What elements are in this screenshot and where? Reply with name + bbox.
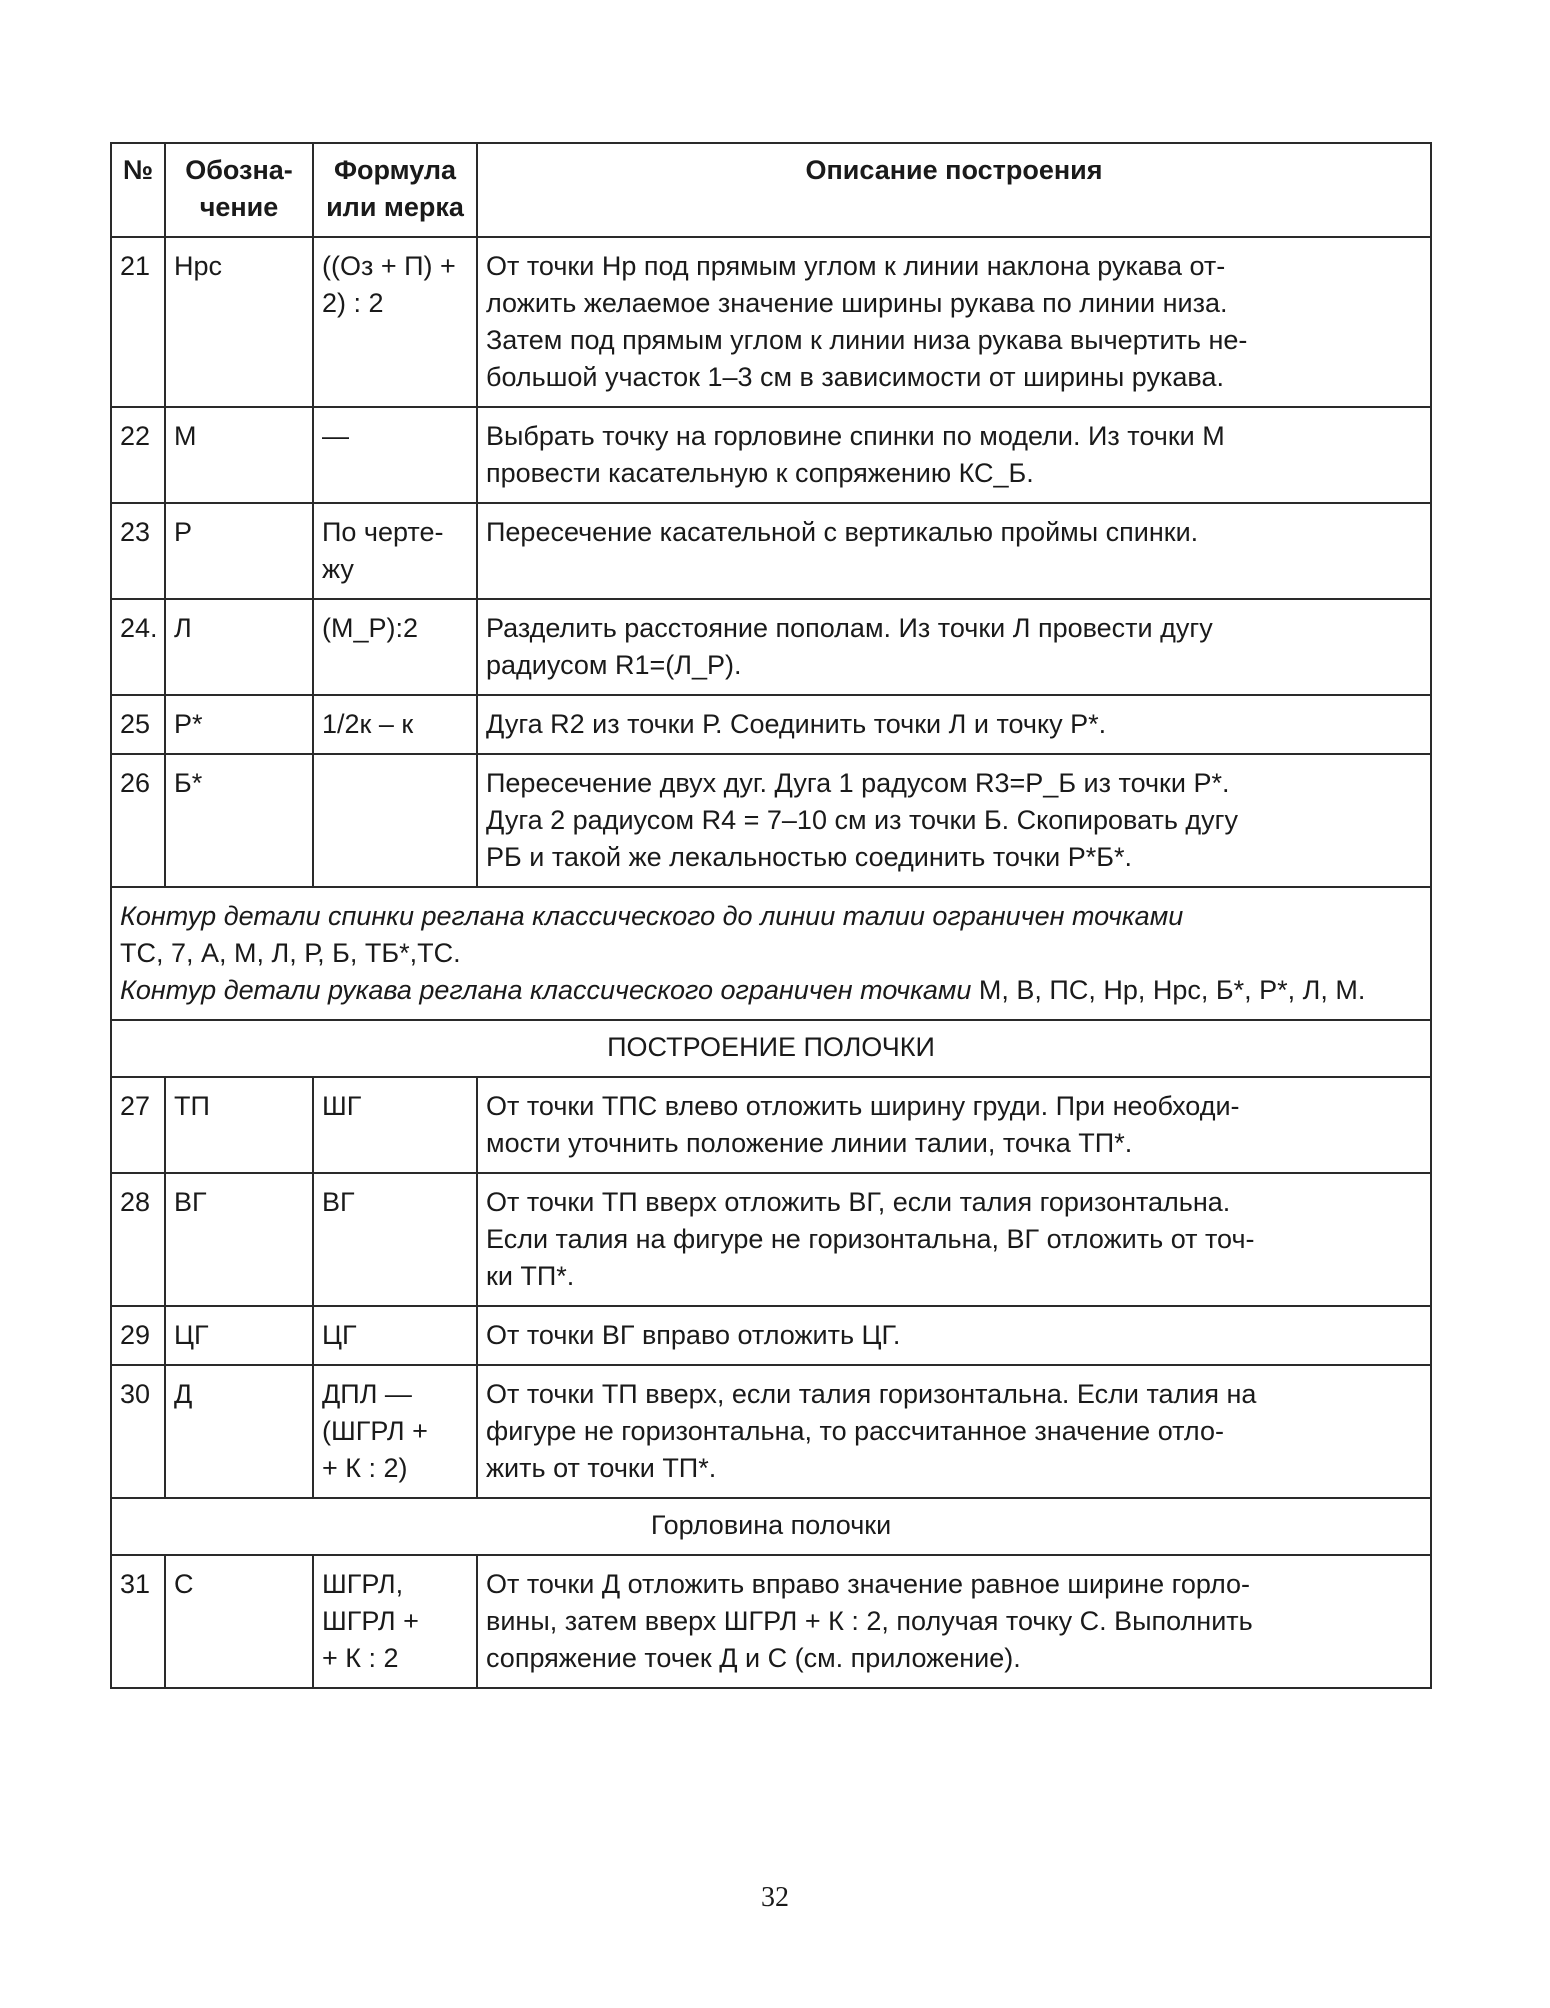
description-line: провести касательную к сопряжению КС_Б. xyxy=(486,458,1034,488)
header-description: Описание построения xyxy=(477,143,1431,237)
row-description xyxy=(477,1077,1431,1173)
table-row xyxy=(111,237,1431,407)
description-line: РБ и такой же лекальностью соединить точки Р*Б*. xyxy=(486,842,1133,872)
construction-table xyxy=(110,142,1432,1689)
row-formula xyxy=(313,695,477,754)
description-line: От точки ТП вверх, если талия горизонтальна. Если талия на xyxy=(486,1379,1257,1409)
row-formula xyxy=(313,503,477,599)
row-number: 21 xyxy=(111,237,165,407)
description-line: От точки ТП вверх отложить ВГ, если талия горизонтальна. xyxy=(486,1187,1231,1217)
row-number: 24. xyxy=(111,599,165,695)
description-line: Дуга R2 из точки Р. Соединить точки Л и точку Р*. xyxy=(486,709,1107,739)
section-heading-neckline: Горловина полочки xyxy=(111,1498,1431,1555)
row-description xyxy=(477,599,1431,695)
table-row xyxy=(111,1365,1431,1498)
header-formula-line1: Формула xyxy=(333,155,457,185)
section-row-neckline xyxy=(111,1498,1431,1555)
row-designation: Р xyxy=(165,503,313,599)
row-description xyxy=(477,1555,1431,1688)
header-code xyxy=(165,143,313,237)
row-description xyxy=(477,237,1431,407)
formula-line: + К : 2) xyxy=(322,1453,408,1483)
description-line: От точки ТПС влево отложить ширину груди. При необходи- xyxy=(486,1091,1240,1121)
rows-group-c xyxy=(111,1555,1431,1688)
description-line: вины, затем вверх ШГРЛ + К : 2, получая точку С. Выполнить xyxy=(486,1606,1253,1636)
header-code-line2: чение xyxy=(199,192,279,222)
row-number: 29 xyxy=(111,1306,165,1365)
row-formula xyxy=(313,1365,477,1498)
rows-group-a xyxy=(111,237,1431,887)
formula-line: — xyxy=(322,421,349,451)
formula-line: ВГ xyxy=(322,1187,355,1217)
row-description xyxy=(477,695,1431,754)
row-description xyxy=(477,407,1431,503)
row-description xyxy=(477,1306,1431,1365)
description-line: От точки Д отложить вправо значение равное ширине горло- xyxy=(486,1569,1251,1599)
formula-line: + К : 2 xyxy=(322,1643,399,1673)
description-line: Выбрать точку на горловине спинки по модели. Из точки М xyxy=(486,421,1225,451)
row-designation: М xyxy=(165,407,313,503)
description-line: Пересечение касательной с вертикалью проймы спинки. xyxy=(486,517,1199,547)
formula-line: ДПЛ — xyxy=(322,1379,412,1409)
description-line: От точки Нр под прямым углом к линии наклона рукава от- xyxy=(486,251,1226,281)
table-header-row xyxy=(111,143,1431,237)
description-line: жить от точки ТП*. xyxy=(486,1453,717,1483)
row-number: 30 xyxy=(111,1365,165,1498)
row-designation: ЦГ xyxy=(165,1306,313,1365)
row-formula xyxy=(313,237,477,407)
table-row xyxy=(111,1306,1431,1365)
row-designation: Д xyxy=(165,1365,313,1498)
row-number: 22 xyxy=(111,407,165,503)
description-line: радиусом R1=(Л_Р). xyxy=(486,650,742,680)
contour-note xyxy=(111,887,1431,1020)
description-line: Затем под прямым углом к линии низа рукава вычертить не- xyxy=(486,325,1248,355)
header-num: № xyxy=(111,143,165,237)
description-line: фигуре не горизонтальна, то рассчитанное значение отло- xyxy=(486,1416,1224,1446)
rows-group-b xyxy=(111,1077,1431,1498)
description-line: сопряжение точек Д и С (см. приложение). xyxy=(486,1643,1021,1673)
row-formula xyxy=(313,407,477,503)
formula-line: По черте- xyxy=(322,517,444,547)
table-row xyxy=(111,1555,1431,1688)
description-line: Если талия на фигуре не горизонтальна, ВГ отложить от точ- xyxy=(486,1224,1255,1254)
row-description xyxy=(477,754,1431,887)
formula-line: ШГ xyxy=(322,1091,362,1121)
formula-line xyxy=(322,765,468,802)
formula-line: ШГРЛ, xyxy=(322,1569,404,1599)
row-formula xyxy=(313,1555,477,1688)
row-number: 31 xyxy=(111,1555,165,1688)
row-designation: Р* xyxy=(165,695,313,754)
table-row xyxy=(111,1077,1431,1173)
table-row xyxy=(111,599,1431,695)
section-row-front xyxy=(111,1020,1431,1077)
row-designation: ТП xyxy=(165,1077,313,1173)
table-row xyxy=(111,695,1431,754)
header-formula xyxy=(313,143,477,237)
contour-back-text: Контур детали спинки реглана классического до линии талии ограничен точками xyxy=(120,901,1184,931)
row-formula xyxy=(313,1173,477,1306)
row-number: 26 xyxy=(111,754,165,887)
row-designation: ВГ xyxy=(165,1173,313,1306)
table-row xyxy=(111,754,1431,887)
formula-line: ((Оз + П) + xyxy=(322,251,456,281)
contour-line-back xyxy=(120,898,1422,972)
contour-line-sleeve xyxy=(120,972,1422,1009)
row-designation: Б* xyxy=(165,754,313,887)
section-heading-front: ПОСТРОЕНИЕ ПОЛОЧКИ xyxy=(111,1020,1431,1077)
description-line: мости уточнить положение линии талии, точка ТП*. xyxy=(486,1128,1133,1158)
contour-sleeve-points: М, В, ПС, Нр, Нрс, Б*, Р*, Л, М. xyxy=(978,975,1366,1005)
row-designation: Нрс xyxy=(165,237,313,407)
description-line: От точки ВГ вправо отложить ЦГ. xyxy=(486,1320,901,1350)
row-formula xyxy=(313,754,477,887)
row-description xyxy=(477,1365,1431,1498)
table-row xyxy=(111,503,1431,599)
table-row xyxy=(111,1173,1431,1306)
contour-back-points: ТС, 7, А, М, Л, Р, Б, ТБ*,ТС. xyxy=(120,938,461,968)
description-line: ложить желаемое значение ширины рукава по линии низа. xyxy=(486,288,1228,318)
row-designation: Л xyxy=(165,599,313,695)
formula-line: (ШГРЛ + xyxy=(322,1416,428,1446)
description-line: ки ТП*. xyxy=(486,1261,575,1291)
header-code-line1: Обозна- xyxy=(185,155,293,185)
row-number: 27 xyxy=(111,1077,165,1173)
formula-line: 1/2к – к xyxy=(322,709,414,739)
row-description xyxy=(477,503,1431,599)
row-designation: С xyxy=(165,1555,313,1688)
row-formula xyxy=(313,1306,477,1365)
table-row xyxy=(111,407,1431,503)
description-line: большой участок 1–3 см в зависимости от ширины рукава. xyxy=(486,362,1224,392)
header-formula-line2: или мерка xyxy=(326,192,464,222)
row-number: 28 xyxy=(111,1173,165,1306)
contour-row xyxy=(111,887,1431,1020)
row-formula xyxy=(313,599,477,695)
description-line: Разделить расстояние пополам. Из точки Л провести дугу xyxy=(486,613,1213,643)
formula-line: жу xyxy=(322,554,354,584)
row-number: 25 xyxy=(111,695,165,754)
formula-line: 2) : 2 xyxy=(322,288,384,318)
row-number: 23 xyxy=(111,503,165,599)
formula-line: ШГРЛ + xyxy=(322,1606,419,1636)
row-formula xyxy=(313,1077,477,1173)
formula-line: (М_Р):2 xyxy=(322,613,419,643)
row-description xyxy=(477,1173,1431,1306)
formula-line: ЦГ xyxy=(322,1320,357,1350)
description-line: Дуга 2 радиусом R4 = 7–10 см из точки Б. Скопировать дугу xyxy=(486,805,1239,835)
contour-sleeve-text: Контур детали рукава реглана классического ограничен точками xyxy=(120,975,972,1005)
page-number: 32 xyxy=(761,1882,789,1913)
description-line: Пересечение двух дуг. Дуга 1 радусом R3=Р_Б из точки Р*. xyxy=(486,768,1230,798)
